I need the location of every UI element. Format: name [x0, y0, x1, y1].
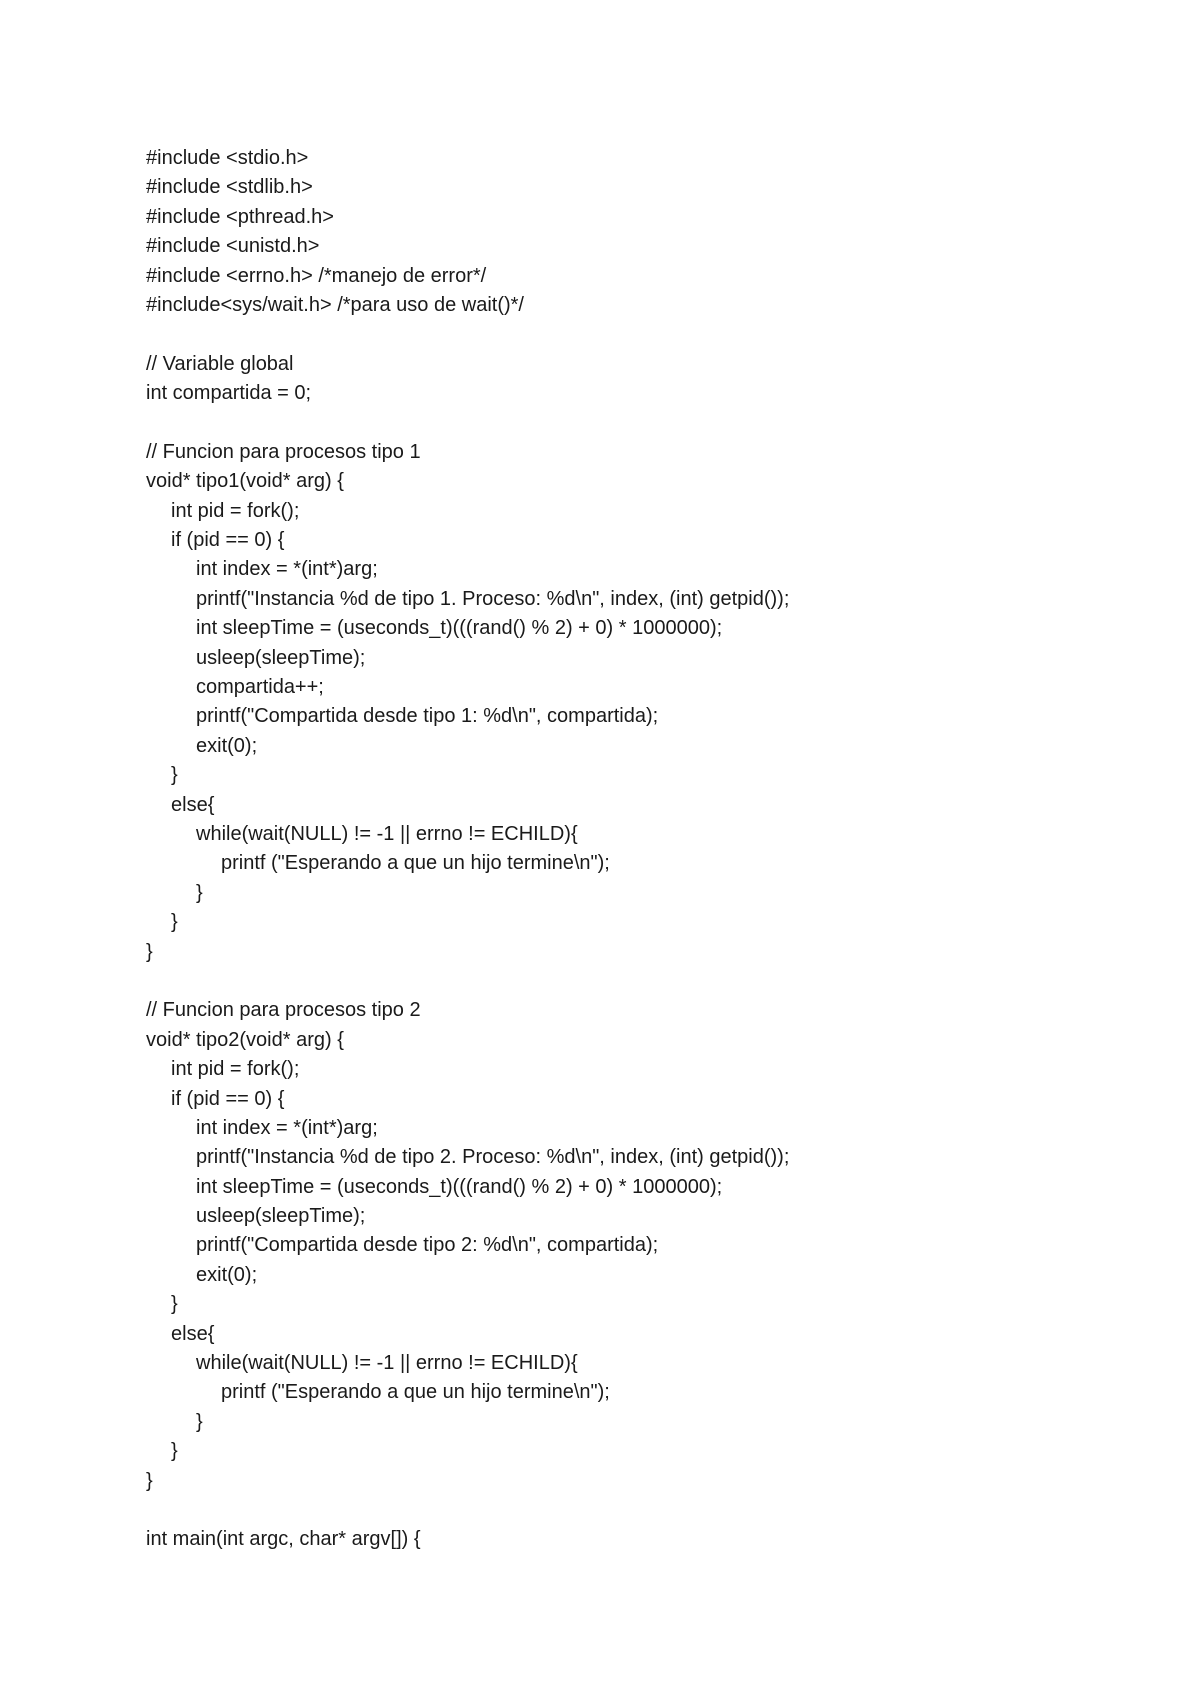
code-line: } — [171, 1293, 178, 1316]
code-line: printf ("Esperando a que un hijo termine\n"); — [221, 852, 610, 875]
code-line — [146, 409, 789, 438]
code-line — [146, 1496, 789, 1525]
code-line: int sleepTime = (useconds_t)(((rand() % 2) + 0) * 1000000); — [196, 617, 723, 640]
code-line: printf("Instancia %d de tipo 1. Proceso: %d\n", index, (int) getpid()); — [196, 587, 790, 610]
code-line: int pid = fork(); — [171, 1058, 300, 1081]
code-line: // Funcion para procesos tipo 1 — [146, 440, 421, 463]
code-line: compartida++; — [196, 676, 324, 699]
code-line: } — [171, 1440, 178, 1463]
code-line: printf("Compartida desde tipo 2: %d\n", compartida); — [196, 1234, 659, 1257]
code-line: printf ("Esperando a que un hijo termine\n"); — [221, 1381, 610, 1404]
code-line: int index = *(int*)arg; — [196, 1116, 378, 1139]
code-line: // Funcion para procesos tipo 2 — [146, 999, 421, 1022]
code-line: if (pid == 0) { — [171, 529, 285, 552]
code-line: else{ — [171, 793, 215, 816]
code-line: } — [171, 764, 178, 787]
code-line: #include <stdlib.h> — [146, 176, 313, 199]
code-line: #include<sys/wait.h> /*para uso de wait()*/ — [146, 293, 524, 316]
code-line: int pid = fork(); — [171, 499, 300, 522]
code-line: printf("Instancia %d de tipo 2. Proceso: %d\n", index, (int) getpid()); — [196, 1146, 790, 1169]
code-line — [146, 967, 789, 996]
code-line: else{ — [171, 1322, 215, 1345]
code-line: while(wait(NULL) != -1 || errno != ECHILD){ — [196, 822, 578, 845]
code-line: exit(0); — [196, 734, 258, 757]
code-line: #include <unistd.h> — [146, 235, 320, 258]
code-line: #include <errno.h> /*manejo de error*/ — [146, 264, 487, 287]
code-line: if (pid == 0) { — [171, 1087, 285, 1110]
code-line: // Variable global — [146, 352, 294, 375]
code-line — [146, 320, 789, 349]
code-line: #include <stdio.h> — [146, 147, 309, 169]
code-line: exit(0); — [196, 1263, 258, 1286]
code-line: } — [196, 1410, 203, 1433]
code-line: usleep(sleepTime); — [196, 646, 366, 669]
code-line: int index = *(int*)arg; — [196, 558, 378, 581]
code-listing — [146, 144, 789, 1555]
code-line: } — [196, 881, 203, 904]
code-line: int sleepTime = (useconds_t)(((rand() % 2) + 0) * 1000000); — [196, 1175, 723, 1198]
code-line: #include <pthread.h> — [146, 205, 334, 228]
code-line: } — [146, 1469, 153, 1492]
code-line: void* tipo2(void* arg) { — [146, 1028, 344, 1051]
code-line: printf("Compartida desde tipo 1: %d\n", compartida); — [196, 705, 659, 728]
code-line: } — [171, 911, 178, 934]
code-line: usleep(sleepTime); — [196, 1205, 366, 1228]
code-line: int main(int argc, char* argv[]) { — [146, 1528, 421, 1551]
code-line: int compartida = 0; — [146, 382, 312, 405]
code-line: while(wait(NULL) != -1 || errno != ECHILD){ — [196, 1352, 578, 1375]
code-line: } — [146, 940, 153, 963]
code-line: void* tipo1(void* arg) { — [146, 470, 344, 493]
